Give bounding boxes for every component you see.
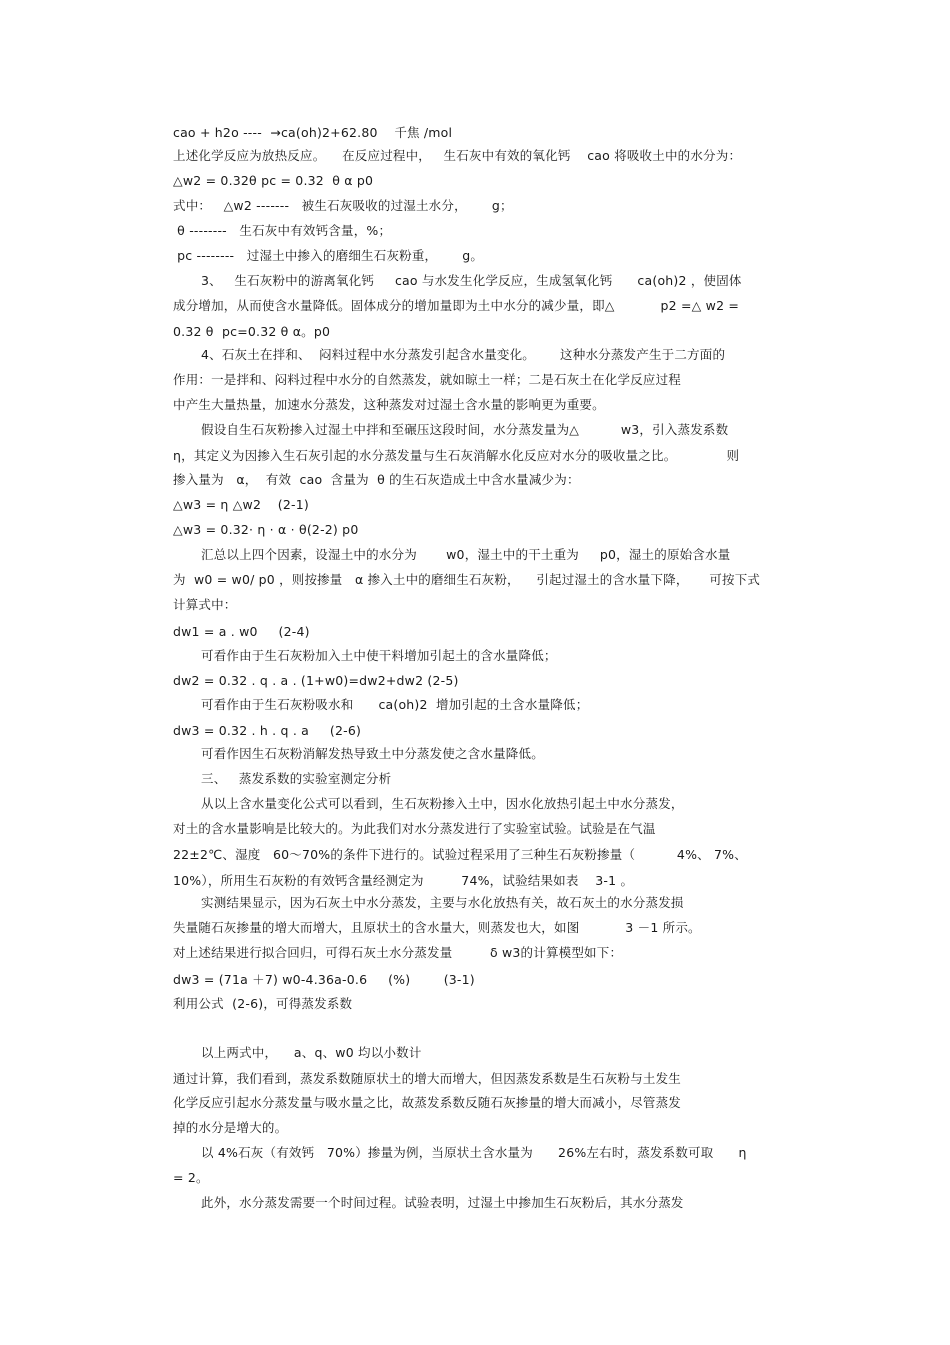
text-line: 可看作由于生石灰粉吸水和 ca(oh)2 增加引起的土含水量降低； (201, 697, 589, 712)
text-line: 0.32 θ pc=0.32 θ α。p0 (173, 324, 331, 339)
text-line: θ -------- 生石灰中有效钙含量，%； (173, 223, 392, 238)
text-line: 化学反应引起水分蒸发量与吸水量之比，故蒸发系数反随石灰掺量的增大而减小，尽管蒸发 (173, 1095, 682, 1110)
text-line: △w2 = 0.32θ pc = 0.32 θ α p0 (173, 173, 374, 188)
text-line: 汇总以上四个因素，设湿土中的水分为 w0，湿土中的干土重为 p0，湿土的原始含水量 (201, 547, 731, 562)
text-line: 以上两式中， a、q、w0 均以小数计 (201, 1045, 422, 1060)
text-line: 为 w0 = w0/ p0 ，则按掺量 α 掺入土中的磨细生石灰粉， 引起过湿土的含水量下降， 可按下式 (173, 572, 761, 587)
text-line: 此外，水分蒸发需要一个时间过程。试验表明，过湿土中掺加生石灰粉后，其水分蒸发 (201, 1195, 684, 1210)
text-line: 作用：一是拌和、闷料过程中水分的自然蒸发，就如晾土一样；二是石灰土在化学反应过程 (173, 372, 682, 387)
text-line: 成分增加，从而使含水量降低。固体成分的增加量即为土中水分的减少量，即△ p2 =△ w2 = (173, 298, 740, 313)
text-line: dw2 = 0.32 . q . a . (1+w0)=dw2+dw2 (2-5) (173, 673, 459, 688)
text-line: 3、 生石灰粉中的游离氧化钙 cao 与水发生化学反应，生成氢氧化钙 ca(oh)2 ，使固体 (201, 273, 742, 288)
text-line: 失量随石灰掺量的增大而增大，且原状土的含水量大，则蒸发也大，如图 3 －1 所示。 (173, 920, 701, 935)
text-line: dw3 = (71a ＋7) w0-4.36a-0.6 (%) (3-1) (173, 972, 475, 987)
text-line: dw1 = a . w0 (2-4) (173, 624, 310, 639)
text-line: 中产生大量热量，加速水分蒸发，这种蒸发对过湿土含水量的影响更为重要。 (173, 397, 605, 412)
text-line: 4、石灰土在拌和、 闷料过程中水分蒸发引起含水量变化。 这种水分蒸发产生于二方面的 (201, 347, 726, 362)
text-line: 10%），所用生石灰粉的有效钙含量经测定为 74%，试验结果如表 3-1 。 (173, 873, 634, 888)
text-line: 掉的水分是增大的。 (173, 1120, 288, 1135)
text-line: 22±2℃、湿度 60～70%的条件下进行的。试验过程采用了三种生石灰粉掺量（ 4%、 7%、 (173, 847, 747, 862)
text-line: dw3 = 0.32 . h . q . a (2-6) (173, 723, 362, 738)
text-line: 利用公式 (2-6)，可得蒸发系数 (173, 996, 353, 1011)
text-line: 从以上含水量变化公式可以看到，生石灰粉掺入土中，因水化放热引起土中水分蒸发， (201, 796, 684, 811)
text-line: 掺入量为 α， 有效 cao 含量为 θ 的生石灰造成土中含水量减少为： (173, 472, 580, 487)
text-line: cao + h2o ---- →ca(oh)2+62.80 千焦 /mol (173, 125, 453, 140)
text-line: 可看作由于生石灰粉加入土中使干料增加引起土的含水量降低； (201, 648, 557, 663)
text-line: △w3 = η △w2 (2-1) (173, 497, 309, 512)
text-line: 式中： △w2 ------- 被生石灰吸收的过湿土水分， g； (173, 198, 513, 213)
text-line: 以 4%石灰（有效钙 70%）掺量为例，当原状土含水量为 26%左右时，蒸发系数可取 η (201, 1145, 747, 1160)
section-heading: 三、 蒸发系数的实验室测定分析 (201, 771, 392, 786)
text-line: 对土的含水量影响是比较大的。为此我们对水分蒸发进行了实验室试验。试验是在气温 (173, 821, 656, 836)
text-line: = 2。 (173, 1170, 209, 1185)
text-line: 上述化学反应为放热反应。 在反应过程中， 生石灰中有效的氧化钙 cao 将吸收土中的水分为： (173, 148, 742, 163)
text-line: pc -------- 过湿土中掺入的磨细生石灰粉重， g。 (173, 248, 484, 263)
text-line: △w3 = 0.32· η · α · θ(2-2) p0 (173, 522, 359, 537)
text-line: 通过计算，我们看到，蒸发系数随原状土的增大而增大，但因蒸发系数是生石灰粉与土发生 (173, 1071, 682, 1086)
text-line: 假设自生石灰粉掺入过湿土中拌和至碾压这段时间，水分蒸发量为△ w3，引入蒸发系数 (201, 422, 729, 437)
text-line: 计算式中： (173, 597, 237, 612)
text-line: η，其定义为因掺入生石灰引起的水分蒸发量与生石灰消解水化反应对水分的吸收量之比。 则 (173, 448, 740, 463)
text-line: 对上述结果进行拟合回归，可得石灰土水分蒸发量 δ w3的计算模型如下： (173, 945, 623, 960)
text-line: 可看作因生石灰粉消解发热导致土中分蒸发使之含水量降低。 (201, 746, 544, 761)
text-line: 实测结果显示，因为石灰土中水分蒸发，主要与水化放热有关，故石灰土的水分蒸发损 (201, 895, 684, 910)
